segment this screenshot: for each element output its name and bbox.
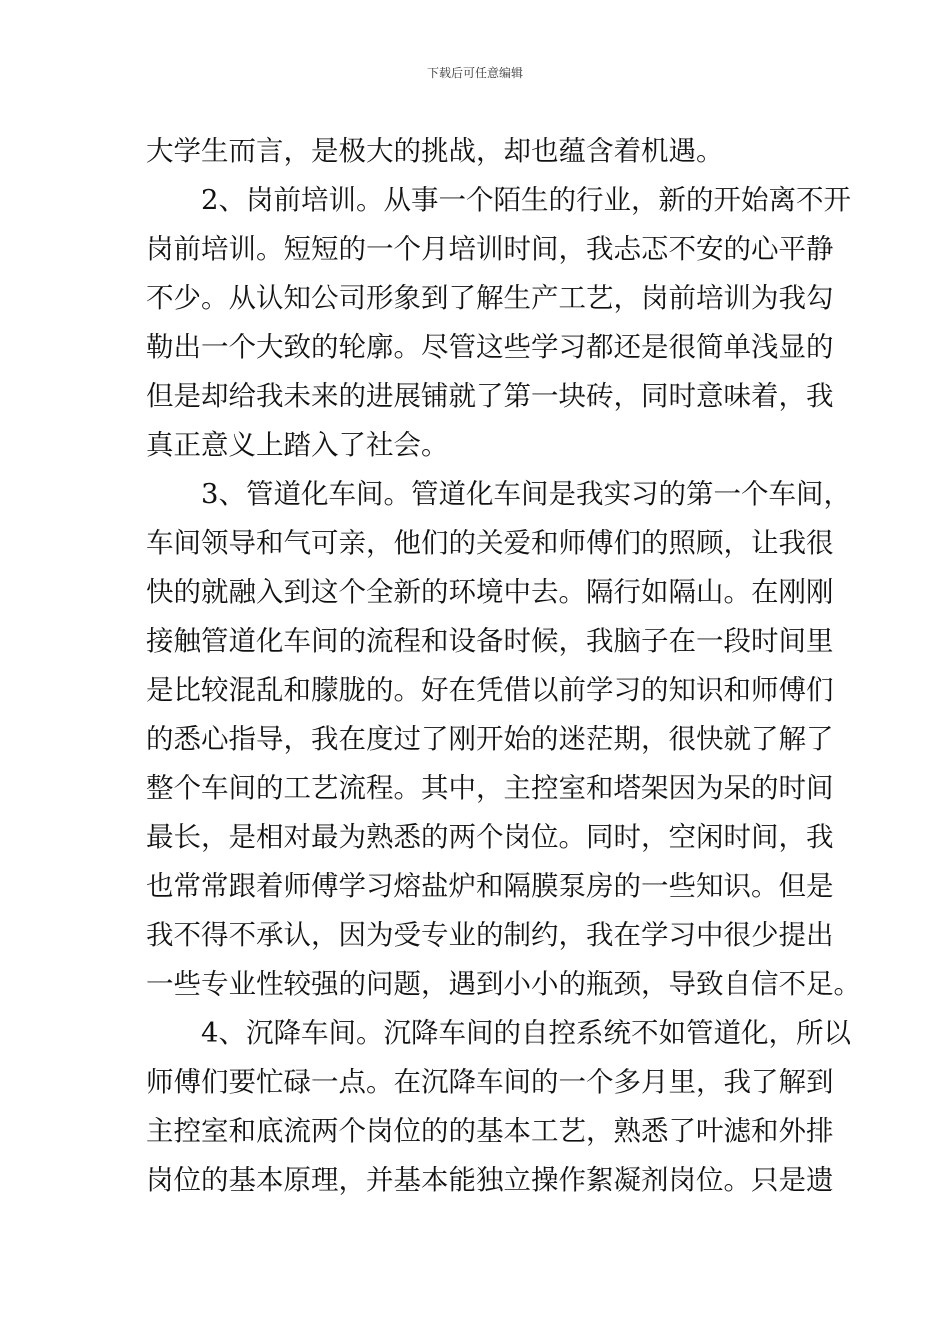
text-line: 也常常跟着师傅学习熔盐炉和隔膜泵房的一些知识。但是 xyxy=(146,870,834,902)
text-line: 但是却给我未来的进展铺就了第一块砖，同时意味着，我 xyxy=(146,380,834,412)
text-line: 岗前培训。短短的一个月培训时间，我忐忑不安的心平静 xyxy=(146,233,834,265)
paragraph-start-line: 4、沉降车间。沉降车间的自控系统不如管道化，所以 xyxy=(201,1017,851,1049)
document-body xyxy=(146,127,861,1205)
page-header: 下载后可任意编辑 xyxy=(426,66,523,80)
text-line: 师傅们要忙碌一点。在沉降车间的一个多月里，我了解到 xyxy=(146,1066,834,1098)
paragraph-start-line: 2、岗前培训。从事一个陌生的行业，新的开始离不开 xyxy=(201,184,851,216)
text-line: 整个车间的工艺流程。其中，主控室和塔架因为呆的时间 xyxy=(146,772,834,804)
text-line: 主控室和底流两个岗位的的基本工艺，熟悉了叶滤和外排 xyxy=(146,1115,834,1147)
text-line: 不少。从认知公司形象到了解生产工艺，岗前培训为我勾 xyxy=(146,282,834,314)
text-line: 接触管道化车间的流程和设备时候，我脑子在一段时间里 xyxy=(146,625,834,657)
text-line: 岗位的基本原理，并基本能独立操作絮凝剂岗位。只是遗 xyxy=(146,1164,834,1196)
paragraph-start-line: 3、管道化车间。管道化车间是我实习的第一个车间， xyxy=(201,478,851,510)
text-line: 勒出一个大致的轮廓。尽管这些学习都还是很简单浅显的 xyxy=(146,331,834,363)
text-line: 最长，是相对最为熟悉的两个岗位。同时，空闲时间，我 xyxy=(146,821,834,853)
text-line: 真正意义上踏入了社会。 xyxy=(146,429,449,461)
text-line: 是比较混乱和朦胧的。好在凭借以前学习的知识和师傅们 xyxy=(146,674,834,706)
text-line: 我不得不承认，因为受专业的制约，我在学习中很少提出 xyxy=(146,919,834,951)
text-line: 快的就融入到这个全新的环境中去。隔行如隔山。在刚刚 xyxy=(146,576,834,608)
text-line: 的悉心指导，我在度过了刚开始的迷茫期，很快就了解了 xyxy=(146,723,834,755)
text-line: 大学生而言，是极大的挑战，却也蕴含着机遇。 xyxy=(146,135,724,167)
text-line: 一些专业性较强的问题，遇到小小的瓶颈，导致自信不足。 xyxy=(146,968,861,1000)
text-line: 车间领导和气可亲，他们的关爱和师傅们的照顾，让我很 xyxy=(146,527,834,559)
